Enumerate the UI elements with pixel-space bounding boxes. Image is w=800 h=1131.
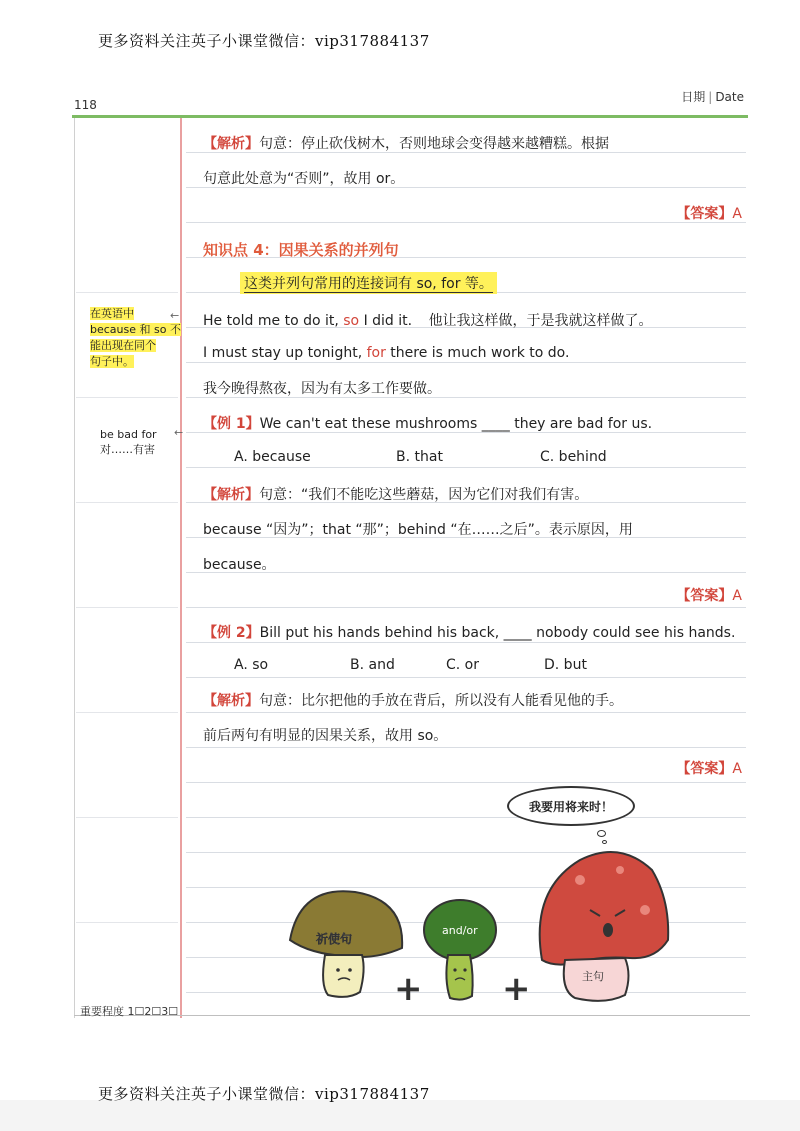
note2-line1: be bad for [100, 428, 157, 441]
analysis-text: 句意：比尔把他的手放在背后，所以没有人能看见他的手。 [259, 693, 623, 709]
margin-rule-line [76, 292, 178, 293]
answer-tag: 【答案】 [676, 761, 733, 777]
rule-line [186, 642, 746, 643]
question-1-analysis-3: because。 [203, 557, 276, 573]
question-1-options [234, 449, 634, 469]
rule-line [186, 222, 746, 223]
example-2-connector: for [366, 345, 386, 361]
rule-line [186, 817, 746, 818]
option-b: B. and [350, 657, 395, 673]
question-1-tag: 【例 1】 [203, 416, 260, 432]
note1-line3: 能出现在同个 [90, 339, 156, 352]
margin-note-because-so [90, 306, 182, 370]
header-rule [72, 115, 748, 118]
example-1-connector: so [343, 313, 360, 329]
note2-arrow: ← [174, 426, 184, 439]
rule-line [186, 607, 746, 608]
left-edge-line [74, 118, 75, 1018]
question-2-answer [676, 758, 742, 778]
margin-rule-line [76, 607, 178, 608]
question-2-tag: 【例 2】 [203, 625, 260, 641]
mushroom-left-label: 祈使句 [316, 932, 353, 946]
question-1-analysis-1 [203, 484, 588, 504]
option-a: A. so [234, 657, 269, 673]
margin-rule-line [76, 712, 178, 713]
date-separator: | [708, 90, 713, 104]
note1-line4: 句子中。 [90, 355, 134, 368]
answer-tag: 【答案】 [676, 206, 733, 222]
option-c: C. or [446, 657, 479, 673]
margin-rule-line [76, 817, 178, 818]
margin-rule-line [76, 397, 178, 398]
mushroom-middle-label: and/or [442, 924, 478, 937]
answer-value: A [732, 588, 742, 604]
rule-line [186, 782, 746, 783]
prev-analysis-line-1 [203, 133, 609, 153]
example-1-translation: 他让我这样做，于是我就这样做了。 [428, 313, 653, 329]
example-2-part-b: there is much work to do. [385, 345, 570, 361]
example-1-part-a: He told me to do it, [203, 313, 344, 329]
question-2-stem [203, 622, 735, 642]
note1-line1: 在英语中 [90, 307, 134, 320]
rule-line [186, 677, 746, 678]
example-1-part-b: I did it. [359, 313, 413, 329]
speech-bubble: 我要用将来时！ [507, 786, 635, 826]
page-number: 118 [74, 98, 97, 112]
example-2-part-a: I must stay up tonight, [203, 345, 367, 361]
analysis-tag: 【解析】 [203, 693, 259, 709]
analysis-text: 句意：停止砍伐树木，否则地球会变得越来越糟糕。根据 [259, 136, 609, 152]
answer-tag: 【答案】 [676, 588, 733, 604]
question-1-analysis-2: because “因为”；that “那”；behind “在……之后”。表示原因，用 [203, 522, 633, 538]
mushroom-middle-icon [424, 900, 496, 1000]
mushroom-left-icon [290, 891, 402, 997]
date-label-en: Date [715, 90, 744, 104]
option-d: D. but [544, 657, 587, 673]
bottom-watermark: 更多资料关注英子小课堂微信：vip317884137 [98, 1085, 430, 1103]
date-label-cn: 日期 [681, 90, 706, 104]
importance-indicator: 重要程度 1☐2☐3☐ [80, 1005, 179, 1018]
answer-value: A [732, 761, 742, 777]
analysis-tag: 【解析】 [203, 136, 259, 152]
highlight-text: 这类并列句常用的连接词有 so, for 等。 [244, 276, 493, 292]
date-label [681, 88, 744, 105]
knowledge-highlight [240, 272, 497, 294]
question-2-analysis-2: 前后两句有明显的因果关系，故用 so。 [203, 728, 448, 744]
note2-line2: 对……有害 [100, 443, 155, 456]
question-1-stem [203, 413, 652, 433]
question-2-analysis-1 [203, 690, 623, 710]
rule-line [186, 362, 746, 363]
top-watermark: 更多资料关注英子小课堂微信：vip317884137 [98, 32, 430, 50]
option-c: C. behind [540, 449, 607, 465]
prev-analysis-line-2: 句意此处意为“否则”，故用 or。 [203, 171, 405, 187]
mushroom-illustration [280, 830, 680, 1010]
rule-line [186, 712, 746, 713]
example-sentence-2 [203, 345, 569, 361]
plus-sign: + [394, 969, 423, 1009]
question-1-answer [676, 585, 742, 605]
knowledge-point-title: 知识点 4：因果关系的并列句 [203, 241, 399, 259]
plus-sign: + [502, 969, 531, 1009]
note1-arrow: ← [170, 309, 180, 322]
analysis-text: 句意：“我们不能吃这些蘑菇，因为它们对我们有害。 [259, 487, 589, 503]
example-2-translation: 我今晚得熬夜，因为有太多工作要做。 [203, 381, 441, 397]
rule-line [186, 747, 746, 748]
note1-line2: because 和 so 不 [90, 323, 181, 336]
option-a: A. because [234, 449, 311, 465]
margin-rule-line [76, 922, 178, 923]
question-2-text: Bill put his hands behind his back, ____ nobody could see his hands. [259, 625, 736, 641]
question-2-options [234, 657, 654, 677]
answer-value: A [732, 206, 742, 222]
example-sentence-1 [203, 310, 653, 330]
option-b: B. that [396, 449, 443, 465]
question-1-text: We can't eat these mushrooms ____ they are bad for us. [259, 416, 653, 432]
prev-answer [676, 203, 742, 223]
mushroom-right-label: 主句 [582, 970, 604, 983]
scan-edge [0, 1100, 800, 1131]
margin-rule-line [76, 502, 178, 503]
mushroom-right-icon [540, 852, 669, 1001]
analysis-tag: 【解析】 [203, 487, 259, 503]
margin-line [180, 118, 182, 1018]
